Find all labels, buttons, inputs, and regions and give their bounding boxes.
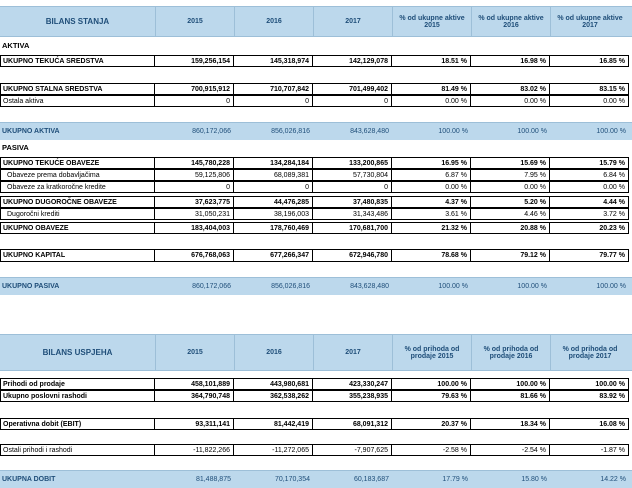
income-col-header: % od prihoda od prodaje 2016	[471, 335, 550, 370]
row-value: 44,476,285	[234, 196, 313, 208]
row-value: -2.58 %	[392, 444, 471, 456]
row-value: 856,026,816	[271, 128, 310, 135]
row-value: 100.00 %	[596, 283, 626, 290]
row-value: 423,330,247	[313, 378, 392, 390]
row-value: 70,170,354	[274, 476, 310, 483]
income-header-row	[0, 334, 632, 371]
table-row	[0, 169, 632, 181]
income-title: BILANS USPJEHA	[42, 347, 113, 357]
row-value: 0.00 %	[392, 95, 471, 107]
row-value: 856,026,816	[271, 283, 310, 290]
row-value: 3.61 %	[392, 208, 471, 220]
row-value: 100.00 %	[471, 378, 550, 390]
row-value: 133,200,865	[313, 157, 392, 169]
row-value: 79.77 %	[550, 249, 629, 262]
table-row	[0, 222, 632, 234]
row-value: 355,238,935	[313, 390, 392, 402]
row-value: 362,538,262	[234, 390, 313, 402]
row-value: 677,266,347	[234, 249, 313, 262]
row-value: 100.00 %	[438, 128, 468, 135]
row-value: 4.46 %	[471, 208, 550, 220]
row-value: -11,272,065	[234, 444, 313, 456]
row-value: 843,628,480	[350, 128, 389, 135]
row-value: 81,488,875	[195, 476, 231, 483]
table-row	[0, 55, 632, 67]
table-row	[0, 95, 632, 107]
table-row	[0, 157, 632, 169]
table-row	[0, 418, 632, 430]
balance-col-header: 2017	[313, 7, 392, 36]
row-label: Ostali prihodi i rashodi	[0, 444, 155, 456]
row-value: 178,760,469	[234, 222, 313, 234]
aktiva-section	[0, 41, 632, 51]
row-value: 0	[155, 181, 234, 193]
row-label: UKUPNO KAPITAL	[0, 249, 155, 262]
row-value: 145,318,974	[234, 55, 313, 67]
row-value: 78.68 %	[392, 249, 471, 262]
row-value: 860,172,066	[192, 283, 231, 290]
row-value: 93,311,141	[155, 418, 234, 430]
row-value: 364,790,748	[155, 390, 234, 402]
row-value: 142,129,078	[313, 55, 392, 67]
row-value: 0	[234, 95, 313, 107]
row-value: 83.02 %	[471, 83, 550, 95]
row-value: 4.37 %	[392, 196, 471, 208]
row-value: 0.00 %	[550, 95, 629, 107]
row-value: 7.95 %	[471, 169, 550, 181]
row-value: 83.92 %	[550, 390, 629, 402]
row-value: 16.95 %	[392, 157, 471, 169]
row-value: 6.84 %	[550, 169, 629, 181]
row-value: 81.66 %	[471, 390, 550, 402]
row-value: 14.22 %	[600, 476, 626, 483]
balance-col-header: 2016	[234, 7, 313, 36]
row-value: 31,343,486	[313, 208, 392, 220]
row-value: 68,091,312	[313, 418, 392, 430]
row-value: 16.85 %	[550, 55, 629, 67]
row-label: UKUPNO PASIVA	[2, 283, 60, 290]
row-value: 0.00 %	[471, 181, 550, 193]
row-value: 15.69 %	[471, 157, 550, 169]
row-value: 0.00 %	[550, 181, 629, 193]
row-value: 3.72 %	[550, 208, 629, 220]
row-label: Ukupno poslovni rashodi	[0, 390, 155, 402]
row-value: 458,101,889	[155, 378, 234, 390]
row-label: UKUPNO TEKUĆE OBAVEZE	[0, 157, 155, 169]
row-label: Dugoročni krediti	[0, 208, 155, 220]
row-label: Ostala aktiva	[0, 95, 155, 107]
row-value: 443,980,681	[234, 378, 313, 390]
row-value: 100.00 %	[517, 283, 547, 290]
row-value: 17.79 %	[442, 476, 468, 483]
row-value: 37,480,835	[313, 196, 392, 208]
pasiva-section	[0, 143, 632, 153]
row-label: UKUPNO AKTIVA	[2, 128, 60, 135]
row-label: Obaveze za kratkoročne kredite	[0, 181, 155, 193]
row-value: 6.87 %	[392, 169, 471, 181]
balance-header-row	[0, 6, 632, 37]
table-row	[0, 181, 632, 193]
row-value: 159,256,154	[155, 55, 234, 67]
row-value: -1.87 %	[550, 444, 629, 456]
row-label: UKUPNO OBAVEZE	[0, 222, 155, 234]
row-value: 15.80 %	[521, 476, 547, 483]
row-value: 0	[155, 95, 234, 107]
row-label: Prihodi od prodaje	[0, 378, 155, 390]
row-value: 81.49 %	[392, 83, 471, 95]
row-value: 134,284,184	[234, 157, 313, 169]
row-value: 183,404,003	[155, 222, 234, 234]
row-label: UKUPNO DUGOROČNE OBAVEZE	[0, 196, 155, 208]
income-col-header: 2015	[155, 335, 234, 370]
row-label: UKUPNO TEKUĆA SREDSTVA	[0, 55, 155, 67]
income-col-header: 2016	[234, 335, 313, 370]
row-value: 59,125,806	[155, 169, 234, 181]
income-col-header: % od prihoda od prodaje 2015	[392, 335, 471, 370]
row-value: 20.88 %	[471, 222, 550, 234]
row-value: 672,946,780	[313, 249, 392, 262]
row-value: 100.00 %	[392, 378, 471, 390]
row-value: 0.00 %	[392, 181, 471, 193]
row-value: 83.15 %	[550, 83, 629, 95]
row-value: 20.23 %	[550, 222, 629, 234]
balance-col-header: % od ukupne aktive 2015	[392, 7, 471, 36]
row-value: 100.00 %	[596, 128, 626, 135]
row-value: 20.37 %	[392, 418, 471, 430]
balance-col-header: % od ukupne aktive 2016	[471, 7, 550, 36]
balance-title: BILANS STANJA	[45, 16, 110, 26]
table-row	[0, 249, 632, 262]
row-value: 843,628,480	[350, 283, 389, 290]
total-row	[0, 470, 632, 488]
row-value: 16.08 %	[550, 418, 629, 430]
row-value: 57,730,804	[313, 169, 392, 181]
row-value: 100.00 %	[550, 378, 629, 390]
row-value: 700,915,912	[155, 83, 234, 95]
row-value: 31,050,231	[155, 208, 234, 220]
row-value: 0	[313, 181, 392, 193]
row-value: 100.00 %	[438, 283, 468, 290]
table-row	[0, 208, 632, 220]
row-value: -7,907,625	[313, 444, 392, 456]
row-value: 5.20 %	[471, 196, 550, 208]
row-value: 79.63 %	[392, 390, 471, 402]
aktiva-label: AKTIVA	[2, 41, 30, 51]
row-value: 81,442,419	[234, 418, 313, 430]
row-value: 100.00 %	[517, 128, 547, 135]
row-value: 860,172,066	[192, 128, 231, 135]
row-value: 0	[313, 95, 392, 107]
row-value: 145,780,228	[155, 157, 234, 169]
table-row	[0, 83, 632, 95]
row-label: Obaveze prema dobavljačima	[0, 169, 155, 181]
total-row	[0, 122, 632, 140]
row-value: 0	[234, 181, 313, 193]
balance-col-header: % od ukupne aktive 2017	[550, 7, 629, 36]
income-col-header: % od prihoda od prodaje 2017	[550, 335, 629, 370]
row-value: 37,623,775	[155, 196, 234, 208]
row-value: 15.79 %	[550, 157, 629, 169]
row-value: 60,183,687	[353, 476, 389, 483]
total-row	[0, 277, 632, 295]
row-value: -11,822,266	[155, 444, 234, 456]
row-label: UKUPNO STALNA SREDSTVA	[0, 83, 155, 95]
table-row	[0, 390, 632, 402]
row-value: 21.32 %	[392, 222, 471, 234]
row-value: -2.54 %	[471, 444, 550, 456]
table-row	[0, 444, 632, 456]
row-value: 701,499,402	[313, 83, 392, 95]
income-col-header: 2017	[313, 335, 392, 370]
balance-col-header: 2015	[155, 7, 234, 36]
row-label: UKUPNA DOBIT	[2, 476, 56, 483]
row-value: 16.98 %	[471, 55, 550, 67]
row-value: 38,196,003	[234, 208, 313, 220]
table-row	[0, 378, 632, 390]
row-value: 676,768,063	[155, 249, 234, 262]
row-value: 18.51 %	[392, 55, 471, 67]
row-value: 79.12 %	[471, 249, 550, 262]
row-value: 4.44 %	[550, 196, 629, 208]
row-value: 68,089,381	[234, 169, 313, 181]
row-value: 170,681,700	[313, 222, 392, 234]
row-value: 0.00 %	[471, 95, 550, 107]
row-value: 18.34 %	[471, 418, 550, 430]
pasiva-label: PASIVA	[2, 143, 29, 153]
table-row	[0, 196, 632, 208]
row-label: Operativna dobit (EBIT)	[0, 418, 155, 430]
row-value: 710,707,842	[234, 83, 313, 95]
